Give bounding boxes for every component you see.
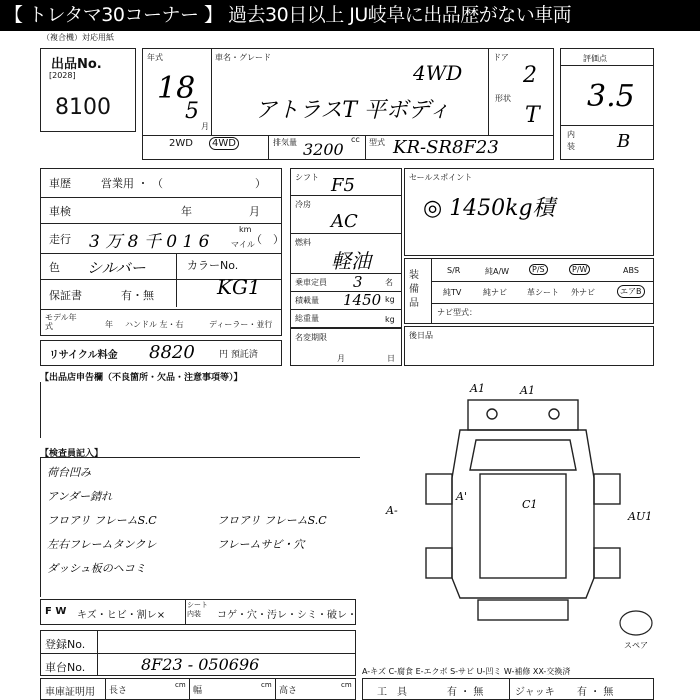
seat-options: コゲ・穴・汚レ・シミ・破レ・ (217, 610, 357, 621)
fw-row (40, 599, 356, 625)
history-label: 車歴 (49, 177, 71, 190)
fuel-value: 軽油 (331, 249, 371, 273)
damage-legend: A-キズ C-腐食 E-エクボ S-サビ U-凹ミ W-補修 XX-交換済 (362, 667, 571, 676)
displacement-value: 3200 (303, 140, 344, 159)
inspector-label: 【検査員記入】 (40, 449, 104, 459)
length-cm: cm (175, 681, 186, 689)
note-left-5: ダッシュ板のヘコミ (47, 562, 146, 575)
warranty-label: 保証書 (49, 289, 82, 302)
dealer: ディーラー・並行 (209, 320, 273, 329)
note-left-4: 左右フレームタンクレ (47, 538, 157, 551)
details-middle (290, 168, 402, 328)
after-date-label: 後日品 (409, 331, 433, 340)
load-label: 積載量 (295, 296, 319, 305)
gross-unit: kg (385, 315, 395, 324)
model-label: 型式 (369, 138, 385, 147)
note-right-1: フロアリ フレームS.C (217, 514, 327, 527)
mark-au1: AU1 (628, 510, 653, 523)
cert-label: 車庫証明用 (45, 687, 95, 698)
registration-label: 登録No. (45, 638, 86, 651)
navi-type: ナビ型式： (437, 308, 477, 317)
note-left-2: アンダー錆れ (47, 490, 113, 503)
width-label: 幅 (193, 686, 203, 696)
model-year-label: モデル年式 (45, 313, 77, 331)
equip-airbag: エアB (617, 285, 645, 298)
nenshiki-month: 5 (185, 99, 199, 124)
drive-note: 4WD (413, 61, 463, 85)
mileage-label: 走行 (49, 233, 71, 246)
drive-4wd: 4WD (209, 137, 239, 150)
note-left-3: フロアリ フレームS.C (47, 514, 157, 527)
load-value: 1450 (343, 291, 382, 309)
lot-code: [2028] (49, 71, 76, 80)
color-value: シルバー (87, 259, 146, 277)
lot-box (40, 48, 136, 132)
name-change-month: 月 (337, 354, 345, 363)
load-unit: kg (385, 295, 395, 304)
color-label: 色 (49, 261, 60, 274)
lot-number: 8100 (55, 95, 111, 120)
interior-label: 内装 (567, 130, 575, 151)
name-change-day: 日 (387, 354, 395, 363)
color-code-label: カラーNo. (187, 259, 239, 272)
mark-a1-top-right: A1 (520, 384, 535, 397)
interior-value: B (617, 131, 631, 152)
score-label: 評価点 (583, 54, 607, 63)
model-year-year: 年 (105, 320, 113, 329)
equip-aw: 純A/W (485, 267, 510, 276)
tools-options: 有 ・ 無 (447, 687, 484, 698)
equip-ext-navi: 外ナビ (571, 288, 595, 297)
equip-sr: S/R (447, 266, 461, 275)
fuel-label: 燃料 (295, 238, 311, 247)
score-value: 3.5 (587, 79, 635, 114)
car-name: アトラスT 平ボディ (255, 98, 451, 123)
nenshiki-year: 18 (157, 71, 196, 106)
spare-label: スペア (624, 641, 648, 650)
note-left-1: 荷台凹み (47, 466, 91, 479)
spare-tire-icon (616, 608, 656, 638)
inspection-year: 年 (181, 205, 192, 218)
fw-label: F W (45, 606, 67, 617)
name-change-box (290, 328, 402, 366)
nenshiki-label: 年式 (147, 53, 163, 62)
sales-point-value: ◎ 1450kg積 (423, 196, 555, 221)
warranty-options: 有・無 (121, 289, 154, 302)
capacity-label: 乗車定員 (295, 278, 327, 287)
history-end: ） (255, 177, 266, 190)
chassis-value: 8F23 - 050696 (141, 655, 260, 674)
shift-value: F5 (331, 175, 355, 196)
score-box (560, 48, 654, 160)
handle: ハンドル 左・右 (125, 320, 184, 329)
drive-2wd: 2WD (169, 138, 193, 149)
length-label: 長さ (109, 686, 128, 696)
mileage-value: 3 万 8 千 0 1 6 (89, 232, 210, 252)
history-value: 営業用 ・ （ (101, 177, 163, 190)
car-label: 車名・グレード (215, 53, 271, 62)
seat-label: シート内装 (187, 601, 208, 618)
subtitle: （複合機）対応用紙 (42, 33, 114, 42)
shift-label: シフト (295, 173, 319, 182)
aircon-label: 冷房 (295, 200, 311, 209)
tools-box (362, 678, 654, 700)
declaration-label: 【出品店申告欄（不良箇所・欠品・注意事項等）】 (40, 373, 243, 383)
lot-label: 出品No. (51, 57, 102, 72)
after-date-box (404, 326, 654, 366)
equipment-label: 装備品 (409, 270, 419, 309)
capacity-value: 3 (353, 273, 363, 291)
mileage-km: km (239, 225, 252, 234)
sales-point-box (404, 168, 654, 256)
capacity-unit: 名 (385, 278, 393, 287)
recycle-box (40, 340, 282, 366)
recycle-suffix: 円 預託済 (219, 350, 258, 360)
height-cm: cm (341, 681, 352, 689)
width-cm: cm (261, 681, 272, 689)
nenshiki-month-suffix: 月 (201, 122, 209, 131)
gross-label: 総重量 (295, 314, 319, 323)
displacement-unit: cc (351, 135, 360, 144)
displacement-label: 排気量 (273, 138, 297, 147)
bottom-row (40, 678, 356, 700)
recycle-label: リサイクル料金 (49, 350, 118, 361)
equip-ps: P/S (529, 264, 548, 275)
chassis-label: 車台No. (45, 661, 86, 674)
mileage-paren: （ ） (251, 233, 284, 246)
shape-label: 形状 (495, 94, 511, 103)
color-code: KG1 (217, 275, 261, 299)
registration-box (40, 630, 356, 676)
mark-a-left: A- (386, 504, 398, 517)
vehicle-header (142, 48, 554, 160)
declaration-area (40, 382, 282, 438)
inspection-month: 月 (249, 205, 260, 218)
recycle-value: 8820 (149, 342, 195, 363)
doors-label: ドア (493, 53, 509, 62)
mark-a1-top-left: A1 (470, 382, 485, 395)
equip-tv: 純TV (443, 288, 462, 297)
tools-label: 工 具 (377, 687, 407, 698)
mileage-mile: マイル (231, 240, 255, 249)
equip-abs: ABS (623, 266, 639, 275)
model-value: KR-SR8F23 (393, 137, 499, 158)
jack-label: ジャッキ (515, 687, 555, 698)
inspector-area (40, 457, 360, 597)
equip-leather: 革シート (527, 288, 559, 297)
shape-value: T (525, 103, 540, 128)
details-left (40, 168, 282, 336)
equip-pw: P/W (569, 264, 590, 275)
doors-value: 2 (523, 63, 537, 88)
mark-a-prime: A' (456, 490, 467, 503)
equipment-box (404, 258, 654, 324)
jack-options: 有 ・ 無 (577, 687, 614, 698)
equip-navi: 純ナビ (483, 288, 507, 297)
inspection-label: 車検 (49, 205, 71, 218)
aircon-value: AC (331, 211, 358, 232)
fw-options: キズ・ヒビ・割レ× (77, 610, 166, 621)
sales-point-label: セールスポイント (409, 173, 473, 182)
name-change-label: 名変期限 (295, 333, 327, 342)
banner: 【 トレタマ30コーナー 】 過去30日以上 JU岐阜に出品歴がない車両 (0, 0, 700, 31)
note-right-2: フレームサビ・穴 (217, 538, 305, 551)
height-label: 高さ (279, 686, 298, 696)
mark-c1: C1 (522, 498, 538, 511)
